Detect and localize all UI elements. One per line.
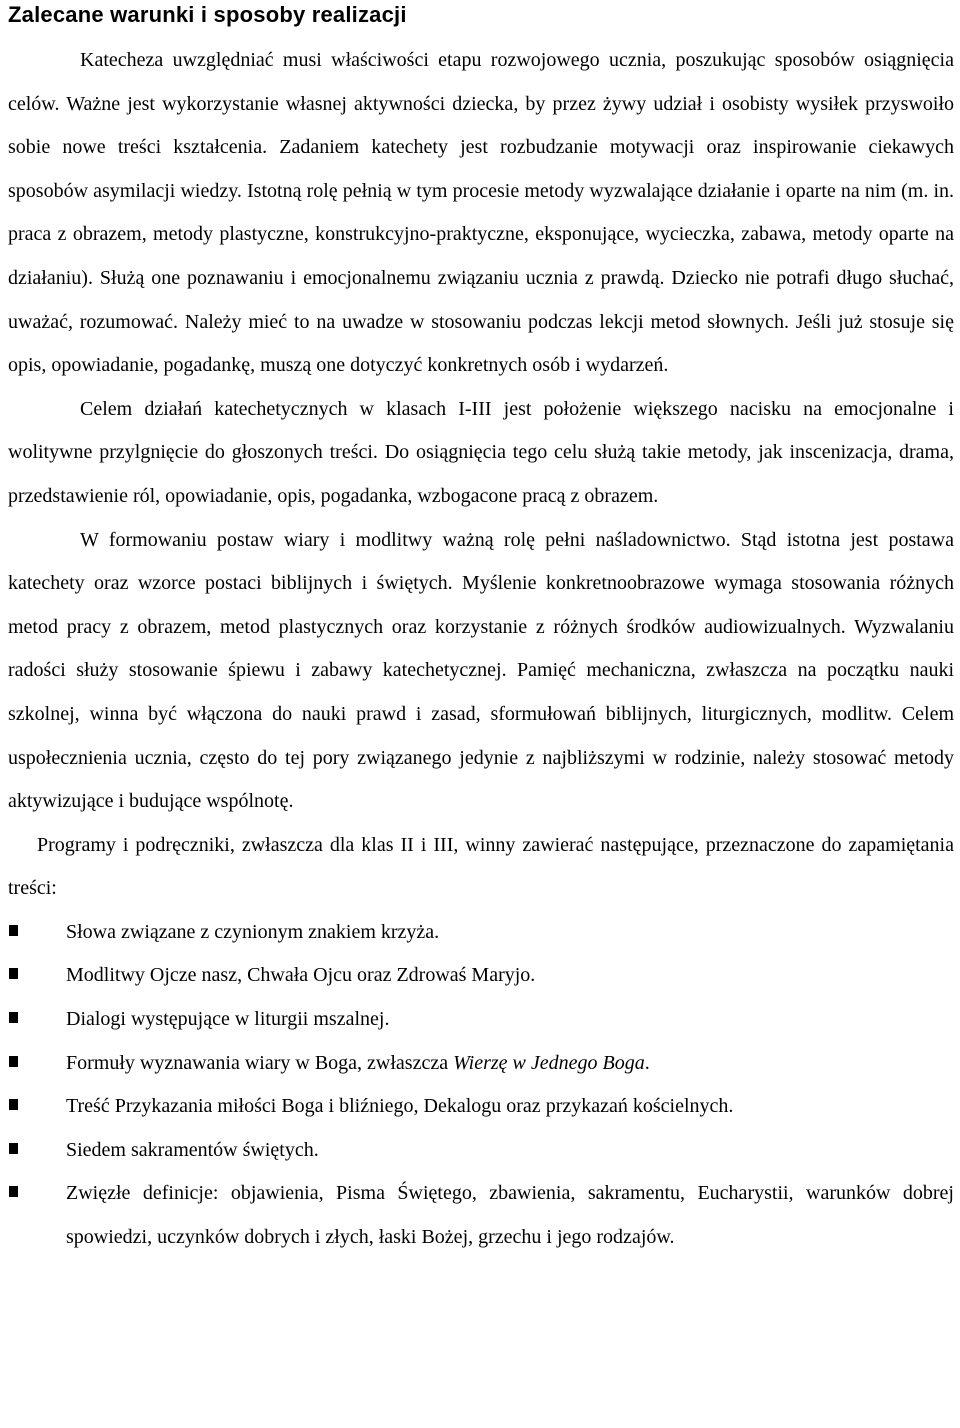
list-item-text-suffix: . — [644, 1051, 650, 1074]
paragraph-1: Katecheza uwzględniać musi właściwości etapu rozwojowego ucznia, poszukując sposobów osiągnięcia celów. Ważne jest wykorzystanie własnej aktywności dziecka, by przez żywy udział i osobisty wysiłek przyswoiło sobie nowe treści kształcenia. Zadaniem katechety jest rozbudzanie motywacji oraz inspirowanie ciekawych sposobów asymilacji wiedzy. Istotną rolę pełnią w tym procesie metody wyzwalające działanie i oparte na nim (m. in. praca z obrazem, metody plastyczne, konstrukcyjno-praktyczne, eksponujące, wycieczka, zabawa, metody oparte na działaniu). Służą one poznawaniu i emocjonalnemu związaniu ucznia z prawdą. Dziecko nie potrafi długo słuchać, uważać, rozumować. Należy mieć to na uwadze w stosowaniu podczas lekcji metod słownych. Jeśli już stosuje się opis, opowiadanie, pogadankę, muszą one dotyczyć konkretnych osób i wydarzeń. — [8, 49, 954, 377]
list-item — [8, 911, 954, 955]
prayer-title-italic: Wierzę w Jednego Boga — [453, 1051, 645, 1074]
paragraph-3: W formowaniu postaw wiary i modlitwy ważną rolę pełni naśladownictwo. Stąd istotna jest postawa katechety oraz wzorce postaci biblijnych i świętych. Myślenie konkretnoobrazowe wymaga stosowania różnych metod pracy z obrazem, metod plastycznych oraz korzystanie z różnych środków audiowizualnych. Wyzwalaniu radości służy stosowanie śpiewu i zabawy katechetycznej. Pamięć mechaniczna, zwłaszcza na początku nauki szkolnej, winna być włączona do nauki prawd i zasad, sformułowań biblijnych, liturgicznych, modlitw. Celem uspołecznienia ucznia, często do tej pory związanego jedynie z najbliższymi w rodzinie, należy stosować metody aktywizujące i budujące wspólnotę. — [8, 528, 954, 813]
document-page — [8, 0, 954, 1260]
square-bullet-icon — [9, 1099, 18, 1110]
list-item-text: Słowa związane z czynionym znakiem krzyża. — [66, 920, 440, 943]
square-bullet-icon — [9, 1186, 18, 1197]
paragraph-4: Programy i podręczniki, zwłaszcza dla klas II i III, winny zawierać następujące, przeznaczone do zapamiętania treści: — [8, 833, 954, 900]
list-item-text: Dialogi występujące w liturgii mszalnej. — [66, 1008, 390, 1031]
list-item-text: Siedem sakramentów świętych. — [66, 1138, 319, 1161]
square-bullet-icon — [9, 968, 18, 979]
memorization-list — [8, 911, 954, 1260]
list-item-text: Modlitwy Ojcze nasz, Chwała Ojcu oraz Zdrowaś Maryjo. — [66, 964, 536, 987]
square-bullet-icon — [9, 925, 18, 936]
list-item — [8, 1172, 954, 1259]
section-heading: Zalecane warunki i sposoby realizacji — [8, 2, 407, 27]
list-item — [8, 1129, 954, 1173]
square-bullet-icon — [9, 1012, 18, 1023]
list-item — [8, 1042, 954, 1086]
list-item-text: Zwięzłe definicje: objawienia, Pisma Świętego, zbawienia, sakramentu, Eucharystii, warunków dobrej spowiedzi, uczynków dobrych i złych, łaski Bożej, grzechu i jego rodzajów. — [66, 1182, 954, 1249]
list-item — [8, 998, 954, 1042]
list-item-text: Treść Przykazania miłości Boga i bliźniego, Dekalogu oraz przykazań kościelnych. — [66, 1095, 734, 1118]
list-item — [8, 1085, 954, 1129]
square-bullet-icon — [9, 1143, 18, 1154]
list-item-text-prefix: Formuły wyznawania wiary w Boga, zwłaszcza — [66, 1051, 454, 1074]
paragraph-2: Celem działań katechetycznych w klasach I-III jest położenie większego nacisku na emocjonalne i wolitywne przylgnięcie do głoszonych treści. Do osiągnięcia tego celu służą takie metody, jak inscenizacja, drama, przedstawienie ról, opowiadanie, opis, pogadanka, wzbogacone pracą z obrazem. — [8, 397, 954, 507]
square-bullet-icon — [9, 1056, 18, 1067]
list-item — [8, 954, 954, 998]
